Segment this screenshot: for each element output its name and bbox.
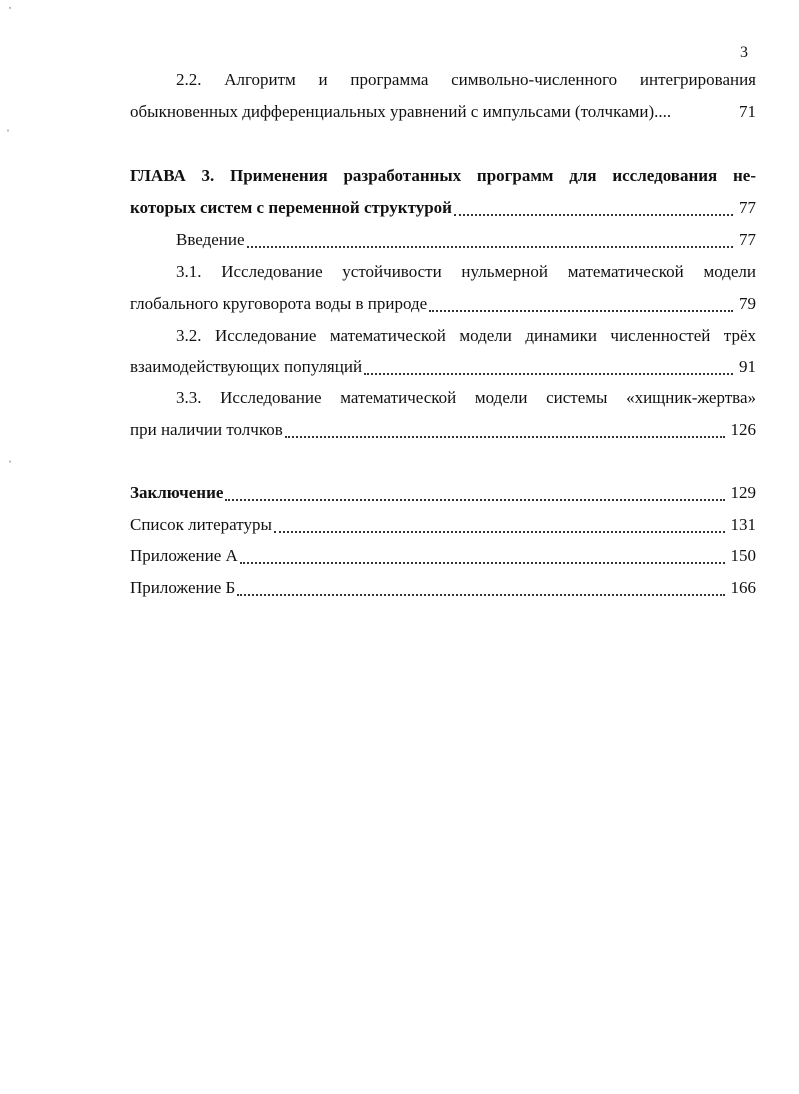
toc-conclusion-text: Заключение — [130, 483, 224, 502]
toc-appendix-a-page: 150 — [730, 546, 756, 565]
toc-dot-leader — [454, 213, 733, 216]
toc-entry-introduction — [176, 228, 756, 252]
toc-chapter-3-text: которых систем с переменной структурой — [130, 198, 452, 217]
scan-speck-middle: ˌ — [6, 118, 10, 132]
toc-dot-leader — [225, 498, 724, 501]
toc-dot-leader — [237, 593, 724, 596]
toc-conclusion-page: 129 — [730, 483, 756, 502]
toc-entry-3-1-page: 79 — [739, 294, 756, 313]
toc-chapter-3-line2 — [130, 196, 756, 220]
toc-entry-2-2-page: 71 — [739, 102, 756, 121]
toc-references-page: 131 — [730, 515, 756, 534]
toc-dot-leader — [247, 245, 733, 248]
toc-entry-3-1-line2 — [130, 292, 756, 316]
toc-entry-conclusion — [130, 481, 756, 505]
toc-entry-3-1-line1: 3.1. Исследование устойчивости нульмерной математической модели — [176, 262, 756, 281]
toc-introduction-page: 77 — [739, 230, 756, 249]
toc-introduction-text: Введение — [176, 230, 245, 249]
page-number: 3 — [740, 44, 748, 61]
toc-references-text: Список литературы — [130, 515, 272, 534]
toc-dot-leader — [240, 561, 725, 564]
toc-appendix-b-text: Приложение Б — [130, 578, 236, 597]
toc-appendix-a-text: Приложение А — [130, 546, 238, 565]
scan-speck-top: ˙ — [8, 4, 12, 18]
toc-entry-3-3-line1: 3.3. Исследование математической модели системы «хищник-жертва» — [176, 388, 756, 407]
toc-entry-2-2-text: обыкновенных дифференциальных уравнений с импульсами (толчками).... — [130, 102, 672, 121]
toc-entry-3-2-text: взаимодействующих популяций — [130, 357, 363, 376]
toc-chapter-3-line1: ГЛАВА 3. Применения разработанных программ для исследования не- — [130, 166, 756, 185]
toc-entry-appendix-b — [130, 576, 756, 600]
toc-chapter-3-page: 77 — [739, 198, 756, 217]
toc-entry-3-3-text: при наличии толчков — [130, 420, 283, 439]
toc-entry-2-2-line1: 2.2. Алгоритм и программа символьно-численного интегрирования — [176, 70, 756, 89]
toc-entry-3-2-line2 — [130, 355, 756, 379]
toc-dot-leader — [364, 372, 733, 375]
toc-dot-leader — [274, 530, 725, 533]
scan-speck-lower: ˈ — [8, 458, 12, 472]
toc-entry-references — [130, 513, 756, 537]
toc-entry-3-3-line2 — [130, 418, 756, 442]
toc-dot-leader — [429, 309, 733, 312]
toc-appendix-b-page: 166 — [730, 578, 756, 597]
toc-dot-leader — [285, 435, 725, 438]
toc-entry-3-2-line1: 3.2. Исследование математической модели динамики численностей трёх — [176, 326, 756, 345]
toc-entry-appendix-a — [130, 544, 756, 568]
toc-entry-2-2-line2 — [130, 100, 756, 124]
toc-entry-3-2-page: 91 — [739, 357, 756, 376]
toc-entry-3-3-page: 126 — [730, 420, 756, 439]
toc-entry-3-1-text: глобального круговорота воды в природе — [130, 294, 428, 313]
